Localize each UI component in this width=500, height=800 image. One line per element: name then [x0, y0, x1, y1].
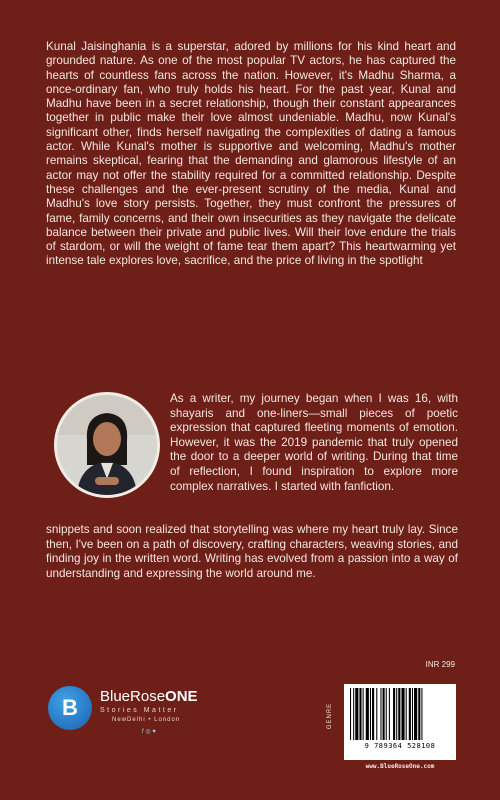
barcode-bar	[359, 688, 361, 740]
barcode-bar	[355, 688, 358, 740]
barcode-bar	[363, 688, 364, 740]
barcode-bar	[366, 688, 369, 740]
barcode-bar	[393, 688, 395, 740]
barcode-bar	[406, 688, 407, 740]
barcode-bar	[376, 688, 377, 740]
bluerose-logo-icon: B	[48, 686, 92, 730]
barcode-bar	[372, 688, 374, 740]
barcode-bar	[350, 688, 351, 740]
barcode-bar	[398, 688, 400, 740]
synopsis-text: Kunal Jaisinghania is a superstar, adored by millions for his kind heart and grounded nature. As one of the most popular TV actors, he has captured the hearts of countless fans across the nation. However, it's Madhu Sharma, a once-ordinary fan, who truly holds his heart. For the past year, Kunal and Madhu have been in a secret relationship, though their constant appearances together in public make their love almost undeniable. Madhu, now Kunal's significant other, finds herself navigating the complexities of dating a famous actor. While Kunal's mother is supportive and welcoming, Madhu's mother remains skeptical, fearing that the demanding and glamorous lifestyle of an actor may not offer the stability required for a committed relationship. Despite these challenges and the ever-present scrutiny of the media, Kunal and Madhu's love story persists. Together, they must confront the pressures of fame, family concerns, and their own insecurities as they navigate the delicate balance between their private and public lives. Will their love endure the trials of stardom, or will the weight of fame tear them apart? This heartwarming yet intense tale explores love, sacrifice, and the price of living in the spotlight	[46, 40, 456, 268]
barcode-bar	[386, 688, 387, 740]
isbn-barcode	[344, 684, 456, 760]
barcode-bar	[418, 688, 420, 740]
barcode-bar	[396, 688, 397, 740]
barcode-bar	[412, 688, 413, 740]
publisher-block	[48, 686, 248, 746]
barcode-bar	[383, 688, 385, 740]
author-bio-bottom: snippets and soon realized that storytelling was where my heart truly lay. Since then, I've been on a path of discovery, crafting characters, weaving stories, and finding joy in the written word. Writing has evolved from a passion into a way of understanding and expressing the world around me.	[46, 523, 458, 580]
barcode-bar	[409, 688, 411, 740]
barcode-bar	[380, 688, 381, 740]
publisher-tagline: Stories Matter	[100, 707, 179, 714]
genre-label: GENRE	[327, 702, 333, 730]
isbn-digits: 9 789364 528108	[364, 742, 436, 750]
barcode-bar	[421, 688, 422, 740]
publisher-website: www.BlueRoseOne.com	[365, 763, 435, 770]
social-icons: f ◎ ♥	[142, 729, 156, 735]
barcode-bar	[401, 688, 404, 740]
author-photo	[54, 392, 160, 498]
publisher-name: BlueRoseONE	[100, 688, 198, 705]
barcode-bar	[389, 688, 390, 740]
publisher-cities: NewDelhi • London	[112, 717, 181, 723]
author-bio-top: As a writer, my journey began when I was 16, with shayaris and one-liners—small pieces of poetic expression that captured fleeting moments of emotion. However, it was the 2019 pandemic that truly opened the door to a deeper world of writing. During that time of reflection, I found inspiration to explore more complex narratives. I started with fanfiction.	[170, 392, 458, 493]
price-label: INR 299	[425, 660, 455, 669]
barcode-bar	[414, 688, 417, 740]
author-portrait-image	[57, 395, 157, 495]
barcode-bar	[370, 688, 371, 740]
barcode-bars	[350, 688, 450, 742]
barcode-bar	[353, 688, 354, 740]
